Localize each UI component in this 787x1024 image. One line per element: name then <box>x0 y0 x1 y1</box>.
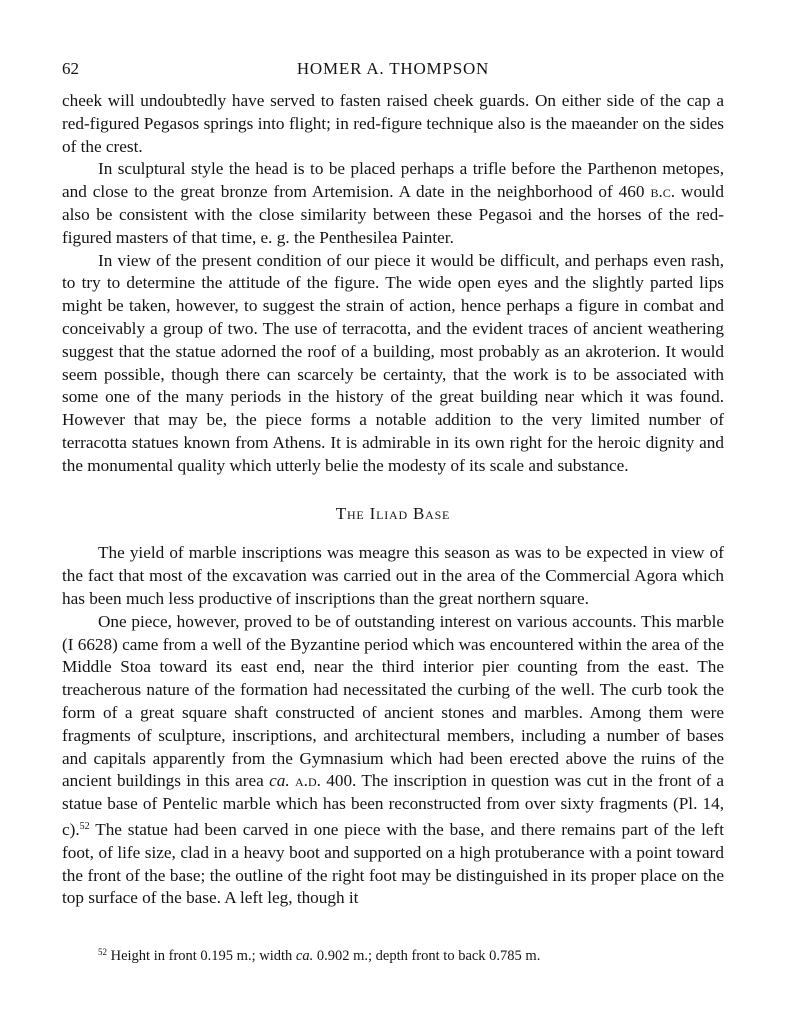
paragraph-4 <box>62 542 724 610</box>
paragraph-1 <box>62 90 724 158</box>
paragraph-1-text: cheek will undoubtedly have served to fasten raised cheek guards. On either side of the cap a red-figured Pegasos springs into flight; in red-figure technique also is the maeander on the sides of the crest. <box>62 91 724 156</box>
page-header <box>62 55 724 85</box>
running-head: HOMER A. THOMPSON <box>296 59 490 78</box>
body-text <box>62 90 724 910</box>
paragraph-2-text-a: In sculptural style the head is to be placed perhaps a trifle before the Parthenon metopes, and close to the great bronze from Artemision. A date in the neighborhood of 460 <box>62 159 724 202</box>
section-title: The Iliad Base <box>335 503 451 523</box>
paragraph-4-text: The yield of marble inscriptions was meagre this season as was to be expected in view of the fact that most of the excavation was carried out in the area of the Commercial Agora which has been much less productive of inscriptions than the great northern square. <box>62 543 724 608</box>
footnote-text-b: 0.902 m.; depth front to back 0.785 m. <box>316 948 541 964</box>
paragraph-5-text-a: One piece, however, proved to be of outstanding interest on various accounts. This marble (I 6628) came from a well of the Byzantine period which was encountered within the area of the Middle Stoa toward its east end, near the third interior pier counting from the east. The treacherous nature of the formation had necessitated the curbing of the well. The curb took the form of a great square shaft constructed of ancient stones and marbles. Among them were fragments of sculpture, inscriptions, and architectural members, including a number of bases and capitals apparently from the Gymnasium which had been erected above the ruins of the ancient buildings in this area <box>62 611 724 791</box>
footnote-reference: 52 <box>79 820 90 832</box>
era-abbreviation-bc: b.c. <box>650 182 676 202</box>
paragraph-3-text: In view of the present condition of our piece it would be difficult, and perhaps even rash, to try to determine the attitude of the figure. The wide open eyes and the slightly parted lips might be taken, however, to suggest the strain of action, hence perhaps a figure in combat and conceivably a group of two. The use of terracotta, and the evident traces of ancient weathering suggest that the statue adorned the roof of a building, most probably as an akroterion. It would seem possible, though there can scarcely be certainty, that the work is to be associated with some one of the many periods in the history of the great building near which it was found. However that may be, the piece forms a notable addition to the very limited number of terracotta statues known from Athens. It is admirable in its own right for the heroic dignity and the monumental quality which utterly belie the modesty of its scale and substance. <box>62 250 724 475</box>
footnote <box>98 943 718 965</box>
paragraph-5-text-b: 400. The inscription in question was cut in the front of a statue base of Pentelic marble which has been reconstructed from over sixty fragments (Pl. 14, c). <box>62 771 725 839</box>
paragraph-3 <box>62 250 724 478</box>
circa-abbreviation: ca. <box>269 771 290 791</box>
footnote-number: 52 <box>98 947 107 957</box>
era-abbreviation-ad: a.d. <box>294 771 321 791</box>
paragraph-5-text-c: The statue had been carved in one piece with the base, and there remains part of the left foot, of life size, clad in a heavy boot and supported on a high protuberance with a point toward the front of the base; the outline of the right foot may be distinguished in its proper place on the top surface of the base. A left leg, though it <box>62 819 724 908</box>
page-number: 62 <box>62 59 79 78</box>
paragraph-5 <box>62 611 724 910</box>
paragraph-2-text-b: would also be consistent with the close similarity between these Pegasoi and the horses of the red-figured masters of that time, e. g. the Penthesilea Painter. <box>62 182 725 247</box>
paragraph-2 <box>62 158 724 249</box>
footnote-text-a: Height in front 0.195 m.; width <box>110 948 293 964</box>
footnote-circa: ca. <box>295 948 314 964</box>
